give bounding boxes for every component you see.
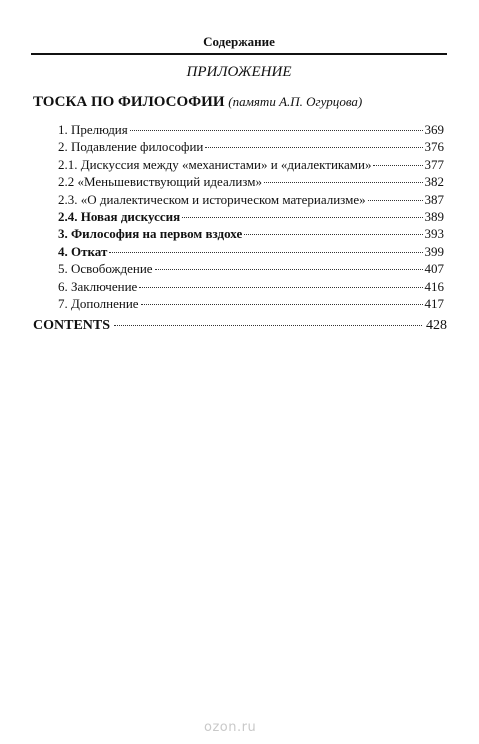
toc-entry-label: 1. Прелюдия bbox=[58, 122, 128, 137]
toc-entry-label: 2.1. Дискуссия между «механистами» и «диалектиками» bbox=[58, 156, 372, 172]
toc-entry bbox=[58, 225, 444, 242]
main-entry-subtitle: (памяти А.П. Огурцова) bbox=[228, 94, 363, 109]
toc-entry-page: 399 bbox=[424, 243, 444, 259]
toc-entry-label: 2.4. Новая дискуссия bbox=[58, 208, 181, 224]
toc-entry-page: 376 bbox=[424, 139, 444, 155]
toc-entry bbox=[58, 278, 444, 295]
toc-entry-label: 6. Заключение bbox=[58, 278, 138, 294]
dot-leader bbox=[109, 252, 422, 253]
dot-leader bbox=[155, 269, 423, 270]
contents-page: 428 bbox=[426, 318, 447, 333]
toc-entry bbox=[58, 121, 444, 138]
toc-entry-label: 2.2 «Меньшевиствующий идеализм» bbox=[58, 174, 262, 190]
dot-leader bbox=[114, 325, 422, 326]
toc-entry-page: 407 bbox=[424, 261, 444, 277]
toc-entry-page: 393 bbox=[424, 226, 444, 242]
toc-entry bbox=[58, 156, 444, 173]
toc-entry bbox=[58, 243, 444, 260]
toc-entry-page: 382 bbox=[424, 174, 444, 190]
dot-leader bbox=[368, 200, 423, 201]
dot-leader bbox=[205, 147, 422, 148]
main-entry bbox=[33, 94, 453, 111]
toc-entry-page: 417 bbox=[424, 295, 444, 311]
toc-entry-page: 387 bbox=[424, 191, 444, 207]
toc-entry bbox=[58, 173, 444, 190]
toc-entry-label: 2.3. «О диалектическом и историческом материализме» bbox=[58, 191, 366, 207]
watermark-logo: ozon.ru bbox=[204, 720, 257, 735]
toc-entry bbox=[58, 191, 444, 208]
dot-leader bbox=[139, 287, 422, 288]
header-rule bbox=[31, 53, 447, 55]
toc-entry bbox=[58, 138, 444, 155]
dot-leader bbox=[373, 165, 422, 166]
dot-leader bbox=[141, 304, 423, 305]
toc-list bbox=[58, 121, 444, 312]
section-title: ПРИЛОЖЕНИЕ bbox=[186, 64, 292, 80]
toc-entry bbox=[58, 208, 444, 225]
main-entry-title: ТОСКА ПО ФИЛОСОФИИ bbox=[33, 94, 225, 110]
toc-entry-page: 416 bbox=[424, 278, 444, 294]
toc-entry-label: 5. Освобождение bbox=[58, 261, 153, 277]
toc-entry bbox=[58, 295, 444, 312]
dot-leader bbox=[182, 217, 422, 218]
toc-entry-label: 2. Подавление философии bbox=[58, 139, 204, 155]
toc-entry-page: 377 bbox=[424, 156, 444, 172]
dot-leader bbox=[130, 130, 423, 131]
toc-entry bbox=[58, 260, 444, 277]
contents-label: CONTENTS bbox=[33, 318, 111, 333]
dot-leader bbox=[244, 234, 422, 235]
toc-entry-label: 3. Философия на первом вздохе bbox=[58, 226, 243, 242]
contents-entry bbox=[33, 318, 447, 334]
dot-leader bbox=[264, 182, 423, 183]
toc-entry-page: 389 bbox=[424, 208, 444, 224]
toc-entry-label: 4. Откат bbox=[58, 243, 108, 259]
running-header: Содержание bbox=[203, 34, 275, 49]
toc-entry-page: 369 bbox=[424, 122, 444, 137]
toc-entry-label: 7. Дополнение bbox=[58, 295, 139, 311]
